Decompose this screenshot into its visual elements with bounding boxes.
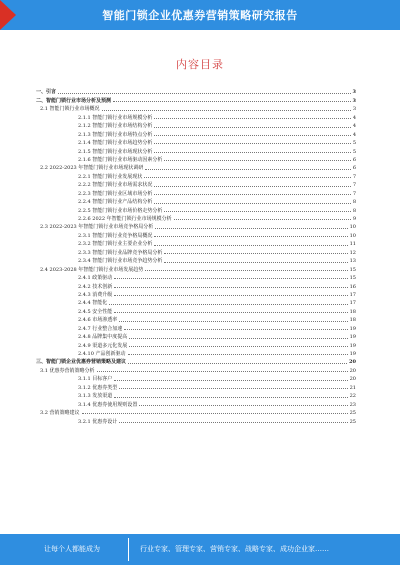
toc-entry[interactable] — [36, 349, 356, 357]
toc-entry[interactable] — [36, 155, 356, 163]
footer-slogan-right: 行业专家、管理专家、营销专家、战略专家、成功企业家…… — [140, 545, 329, 553]
toc-entry-page: 19 — [349, 351, 356, 357]
toc-entry-page: 17 — [349, 291, 356, 298]
toc-entry[interactable] — [36, 408, 356, 416]
toc-leader-dots — [58, 93, 351, 94]
toc-entry-page: 8 — [352, 199, 356, 206]
toc-entry-page: 7 — [352, 182, 356, 189]
toc-entry[interactable] — [36, 171, 356, 179]
toc-entry-page: 19 — [349, 342, 356, 349]
toc-entry[interactable] — [36, 205, 356, 213]
toc-entry-page: 20 — [349, 359, 356, 366]
toc-leader-dots — [114, 278, 347, 279]
toc-entry-text: 2.3.2 智能门锁行业主要企业分析 — [78, 241, 153, 248]
toc-leader-dots — [128, 354, 348, 355]
toc-entry-text: 2.4.10 产品创新驱动 — [78, 351, 126, 357]
toc-leader-dots — [164, 253, 347, 254]
toc-entry-page: 3 — [352, 106, 356, 113]
toc-entry[interactable] — [36, 222, 356, 230]
toc-entry-text: 2.1.5 智能门锁行业市场现状分析 — [78, 148, 153, 155]
page-header — [0, 0, 400, 30]
toc-entry-text: 2.2.6 2022 年智能门锁行业市场规模分析 — [78, 216, 172, 222]
toc-entry-page: 3 — [352, 97, 356, 104]
toc-entry-page: 25 — [349, 410, 356, 417]
toc-entry[interactable] — [36, 290, 356, 298]
toc-leader-dots — [154, 236, 347, 237]
toc-entry[interactable] — [36, 188, 356, 196]
toc-entry-text: 2.1.6 智能门锁行业市场驱动因素分析 — [78, 156, 163, 163]
toc-leader-dots — [174, 219, 351, 220]
toc-leader-dots — [154, 118, 350, 119]
toc-entry-text: 2.4.6 市场渗透率 — [78, 317, 118, 324]
toc-leader-dots — [109, 304, 347, 305]
toc-entry-text: 2.3.3 智能门锁行业品牌竞争格局分析 — [78, 249, 163, 256]
toc-leader-dots — [129, 346, 347, 347]
toc-entry-page: 3 — [352, 89, 356, 96]
toc-leader-dots — [119, 422, 347, 423]
toc-entry-text: 2.4.4 智能化 — [78, 300, 108, 307]
toc-entry-text: 3.1.1 目标客户 — [78, 376, 113, 383]
toc-entry-page: 17 — [349, 300, 356, 307]
toc-entry-page: 7 — [352, 173, 356, 180]
toc-entry[interactable] — [36, 95, 356, 103]
toc-entry[interactable] — [36, 315, 356, 323]
toc-entry-text: 3.2.1 优惠券设计 — [78, 418, 118, 425]
toc-entry-page: 8 — [352, 207, 356, 214]
toc-entry[interactable] — [36, 391, 356, 399]
toc-entry[interactable] — [36, 357, 356, 365]
toc-entry-page: 6 — [352, 156, 356, 163]
toc-entry-text: 3.1 优惠券营销策略分析 — [40, 367, 95, 374]
toc-leader-dots — [128, 363, 347, 364]
toc-entry-text: 2.2.5 智能门锁行业市场价格走势分析 — [78, 207, 163, 214]
toc-leader-dots — [145, 270, 347, 271]
toc-entry[interactable] — [36, 281, 356, 289]
toc-entry-page: 11 — [349, 241, 356, 248]
toc-entry-text: 2.4.9 渠道多元化发展 — [78, 342, 128, 349]
toc-entry[interactable] — [36, 416, 356, 424]
toc-entry-text: 2.2.4 智能门锁行业产品结构分析 — [78, 199, 153, 206]
toc-entry-text: 2.3.1 智能门锁行业竞争格局概况 — [78, 232, 153, 239]
toc-entry[interactable] — [36, 306, 356, 314]
toc-heading: 内容目录 — [176, 58, 224, 71]
toc-entry[interactable] — [36, 214, 356, 222]
toc-entry-text: 2.4.8 品牌集中度提高 — [78, 334, 128, 341]
toc-entry-page: 19 — [349, 334, 356, 341]
toc-entry-text: 2.4.5 安全性能 — [78, 308, 113, 315]
toc-entry-text: 3.1.3 发放渠道 — [78, 393, 113, 400]
toc-entry-page: 12 — [349, 249, 356, 256]
page-footer — [0, 534, 400, 565]
toc-leader-dots — [145, 169, 351, 170]
toc-entry-text: 2.2.1 智能门锁行业发展现状 — [78, 173, 143, 180]
toc-entry[interactable] — [36, 129, 356, 137]
toc-entry-page: 10 — [349, 232, 356, 239]
toc-entry[interactable] — [36, 163, 356, 171]
toc-leader-dots — [154, 152, 350, 153]
toc-entry-page: 4 — [352, 131, 356, 138]
toc-entry-text: 2.1.4 智能门锁行业市场趋势分析 — [78, 140, 153, 147]
toc-leader-dots — [155, 228, 347, 229]
toc-entry-page: 18 — [349, 308, 356, 315]
toc-leader-dots — [164, 160, 350, 161]
toc-entry-text: 2.2.3 智能门锁行业区域市场分析 — [78, 190, 153, 197]
footer-slogan-left: 让每个人都能成为 — [44, 545, 100, 553]
toc-entry[interactable] — [36, 197, 356, 205]
toc-leader-dots — [154, 186, 350, 187]
toc-entry[interactable] — [36, 256, 356, 264]
toc-leader-dots — [164, 211, 350, 212]
toc-entry-page: 18 — [349, 317, 356, 324]
toc-entry-text: 2.4.2 技术创新 — [78, 283, 113, 290]
toc-leader-dots — [154, 203, 350, 204]
toc-leader-dots — [124, 329, 347, 330]
toc-entry-text: 三、智能门锁企业优惠券营销策略及建议 — [36, 359, 127, 366]
toc-entry-text: 2.1.2 智能门锁行业市场结构分析 — [78, 123, 153, 130]
toc-entry-text: 2.2.2 智能门锁行业市场需求状况 — [78, 182, 153, 189]
toc-leader-dots — [82, 413, 348, 414]
toc-entry-text: 2.4 2023-2028 年智能门锁行业市场发展趋势 — [40, 266, 144, 273]
toc-entry[interactable] — [36, 230, 356, 238]
toc-leader-dots — [154, 127, 350, 128]
toc-leader-dots — [114, 380, 347, 381]
toc-leader-dots — [97, 371, 348, 372]
toc-entry-page: 6 — [352, 165, 356, 172]
toc-entry[interactable] — [36, 87, 356, 95]
toc-entry[interactable] — [36, 247, 356, 255]
toc-entry[interactable] — [36, 332, 356, 340]
toc-entry-text: 2.4.3 消费升级 — [78, 291, 113, 298]
toc-entry[interactable] — [36, 104, 356, 112]
toc-entry-page: 23 — [349, 401, 356, 408]
toc-entry-text: 二、智能门锁行业市场分析及预测 — [36, 97, 112, 104]
report-title: 智能门锁企业优惠券营销策略研究报告 — [102, 9, 298, 22]
toc-entry-text: 3.1.2 优惠券类型 — [78, 384, 118, 391]
toc-entry[interactable] — [36, 340, 356, 348]
toc-entry-page: 22 — [349, 393, 356, 400]
toc-entry-page: 13 — [349, 258, 356, 265]
toc-leader-dots — [119, 388, 347, 389]
toc-leader-dots — [114, 287, 347, 288]
toc-entry-text: 2.2 2022-2023 年智能门锁行业市场现状调研 — [40, 165, 144, 172]
toc-entry-text: 2.1 智能门锁行业市场概况 — [40, 106, 100, 113]
toc-entry[interactable] — [36, 382, 356, 390]
toc-entry-page: 20 — [349, 367, 356, 374]
toc-entry-text: 3.2 营销策略建议 — [40, 410, 80, 417]
toc-entry-text: 2.1.1 智能门锁行业市场规模分析 — [78, 114, 153, 121]
toc-entry[interactable] — [36, 138, 356, 146]
toc-entry-text: 2.1.3 智能门锁行业市场特点分析 — [78, 131, 153, 138]
toc-leader-dots — [119, 321, 347, 322]
toc-leader-dots — [154, 135, 350, 136]
toc-entry-page: 15 — [349, 275, 356, 282]
toc-leader-dots — [114, 312, 347, 313]
toc-entry[interactable] — [36, 365, 356, 373]
toc-entry[interactable] — [36, 146, 356, 154]
toc-entry-page: 4 — [352, 114, 356, 121]
toc-leader-dots — [114, 397, 347, 398]
toc-entry-page: 5 — [352, 148, 356, 155]
toc-entry-page: 4 — [352, 123, 356, 130]
toc-leader-dots — [114, 295, 347, 296]
toc-entry-page: 5 — [352, 140, 356, 147]
toc-entry[interactable] — [36, 112, 356, 120]
table-of-contents — [36, 87, 356, 425]
toc-entry-page: 16 — [349, 283, 356, 290]
toc-leader-dots — [144, 177, 350, 178]
toc-entry-page: 10 — [349, 224, 356, 231]
toc-entry-page: 19 — [349, 325, 356, 332]
toc-leader-dots — [113, 101, 351, 102]
toc-entry-page: 9 — [352, 216, 356, 222]
toc-entry-page: 20 — [349, 376, 356, 383]
toc-entry-page: 15 — [349, 266, 356, 273]
toc-entry-page: 25 — [349, 418, 356, 425]
toc-entry-page: 7 — [352, 190, 356, 197]
toc-entry-text: 一、引言 — [36, 89, 57, 96]
toc-entry[interactable] — [36, 374, 356, 382]
toc-entry[interactable] — [36, 180, 356, 188]
toc-entry[interactable] — [36, 121, 356, 129]
toc-entry-text: 2.3 2022-2023 年智能门锁行业市场竞争格局分析 — [40, 224, 154, 231]
toc-entry-text: 2.4.1 政策驱动 — [78, 275, 113, 282]
toc-entry-text: 2.3.4 智能门锁行业市场竞争趋势分析 — [78, 258, 163, 265]
toc-leader-dots — [154, 143, 350, 144]
footer-divider — [128, 538, 129, 561]
toc-entry-text: 2.4.7 行业整合加速 — [78, 325, 123, 332]
toc-entry[interactable] — [36, 264, 356, 272]
toc-leader-dots — [102, 110, 351, 111]
toc-leader-dots — [164, 262, 347, 263]
toc-entry[interactable] — [36, 273, 356, 281]
toc-entry[interactable] — [36, 323, 356, 331]
toc-leader-dots — [154, 194, 350, 195]
toc-entry-text: 3.1.4 优惠券使用规则设置 — [78, 401, 138, 408]
toc-entry[interactable] — [36, 399, 356, 407]
toc-entry-page: 21 — [349, 384, 356, 391]
toc-leader-dots — [129, 338, 347, 339]
toc-entry[interactable] — [36, 239, 356, 247]
toc-entry[interactable] — [36, 298, 356, 306]
toc-leader-dots — [154, 245, 347, 246]
toc-leader-dots — [139, 405, 347, 406]
